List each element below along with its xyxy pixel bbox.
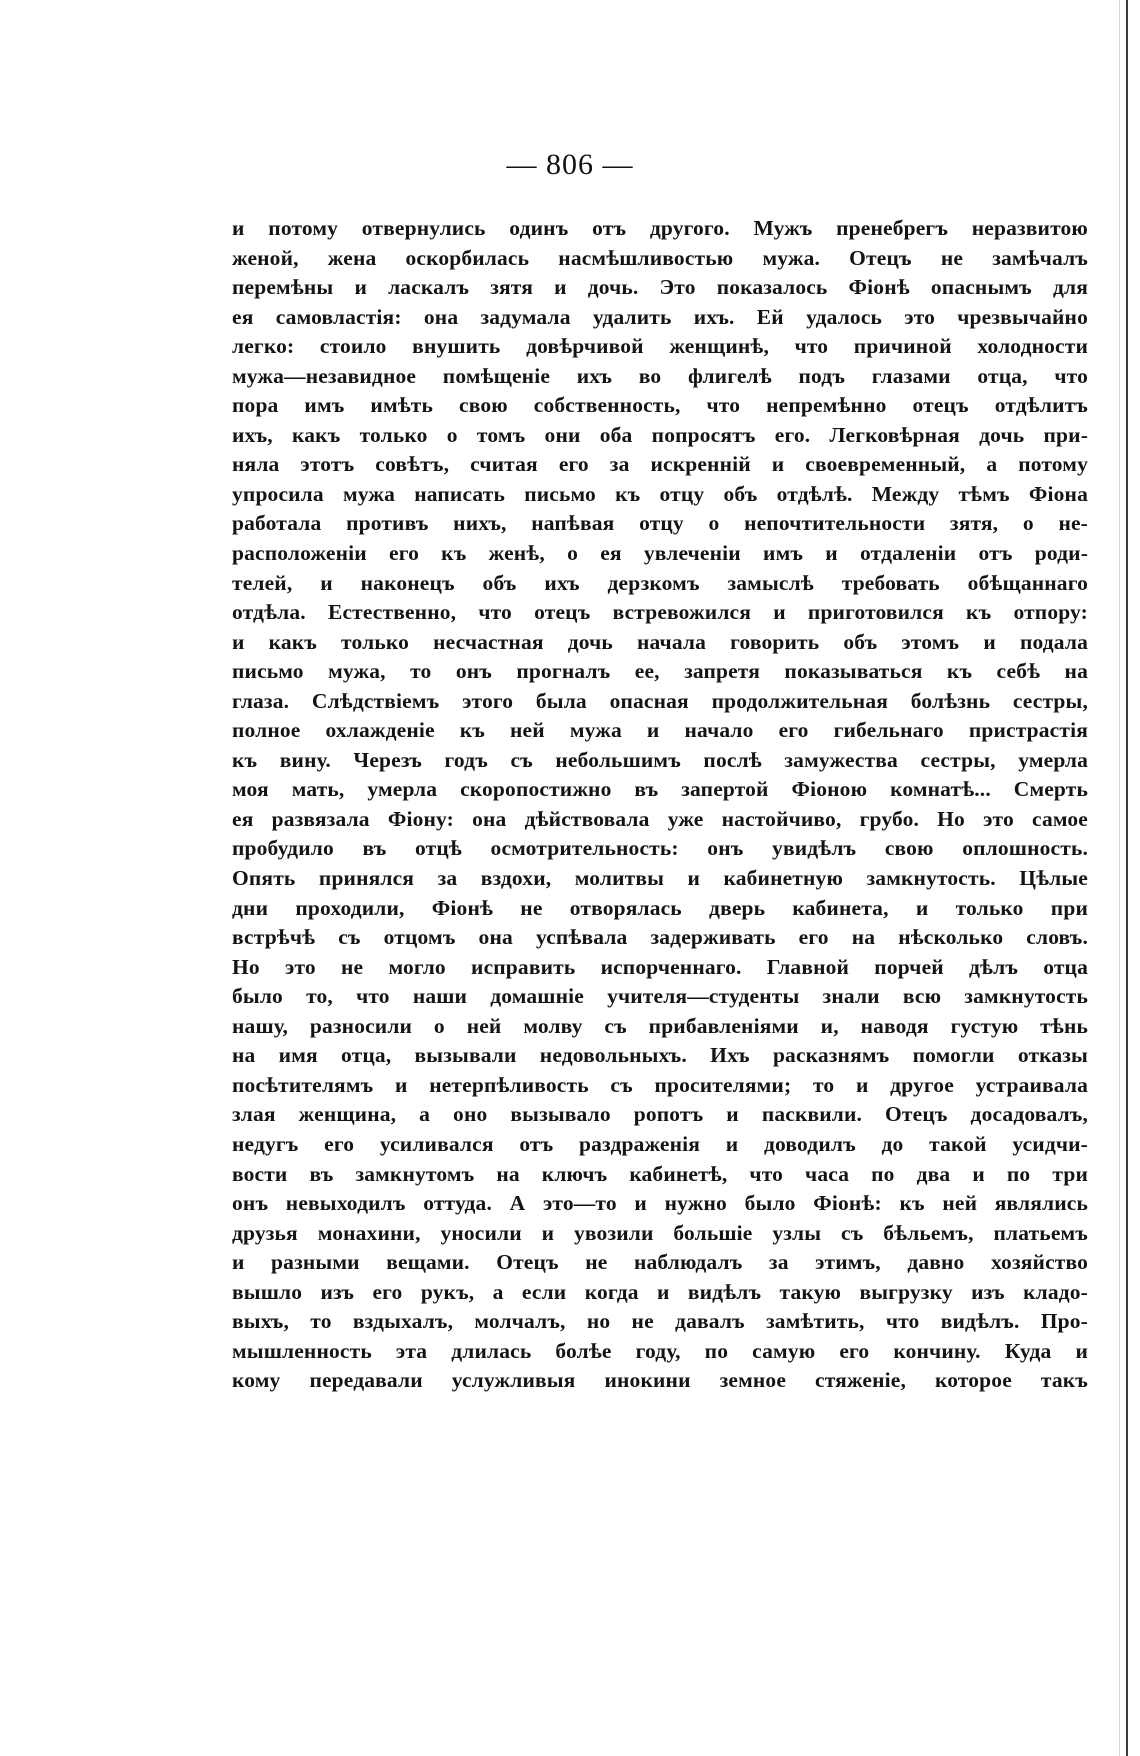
- text-line: вышло изъ его рукъ, а если когда и видѣлъ такую выгрузку изъ кладо-: [232, 1279, 1088, 1304]
- text-line: отдѣла. Естественно, что отецъ встревожился и приготовился къ отпору:: [232, 600, 1088, 625]
- scan-page-edge: [1126, 0, 1128, 1756]
- page-number: — 806 —: [506, 148, 634, 181]
- text-line: и какъ только несчастная дочь начала говорить объ этомъ и подала: [232, 629, 1088, 654]
- text-line: было то, что наши домашніе учителя—студенты знали всю замкнутость: [232, 984, 1088, 1009]
- text-line: перемѣны и ласкалъ зятя и дочь. Это показалось Фіонѣ опаснымъ для: [232, 275, 1088, 300]
- text-line: къ вину. Черезъ годъ съ небольшимъ послѣ замужества сестры, умерла: [232, 747, 1088, 772]
- text-line: пора имъ имѣть свою собственность, что непремѣнно отецъ отдѣлитъ: [232, 393, 1088, 418]
- body-text: [232, 214, 1088, 1396]
- text-line: Опять принялся за вздохи, молитвы и кабинетную замкнутость. Цѣлые: [232, 866, 1088, 891]
- text-line: нашу, разносили о ней молву съ прибавленіями и, наводя густую тѣнь: [232, 1013, 1088, 1038]
- text-line: злая женщина, а оно вызывало ропотъ и пасквили. Отецъ досадовалъ,: [232, 1102, 1088, 1127]
- text-line: мышленность эта длилась болѣе году, по самую его кончину. Куда и: [232, 1338, 1088, 1363]
- text-line: упросила мужа написать письмо къ отцу объ отдѣлѣ. Между тѣмъ Фіона: [232, 481, 1088, 506]
- text-line: онъ невыходилъ оттуда. А это—то и нужно было Фіонѣ: къ ней являлись: [232, 1191, 1088, 1216]
- text-line: ихъ, какъ только о томъ они оба попросятъ его. Легковѣрная дочь при-: [232, 422, 1088, 447]
- text-line: женой, жена оскорбилась насмѣшливостью мужа. Отецъ не замѣчалъ: [232, 245, 1088, 270]
- text-line: глаза. Слѣдствіемъ этого была опасная продолжительная болѣзнь сестры,: [232, 688, 1088, 713]
- text-line: работала противъ нихъ, напѣвая отцу о непочтительности зятя, о не-: [232, 511, 1088, 536]
- text-line: и разными вещами. Отецъ не наблюдалъ за этимъ, давно хозяйство: [232, 1250, 1088, 1275]
- text-line: моя мать, умерла скоропостижно въ запертой Фіоною комнатѣ... Смерть: [232, 777, 1088, 802]
- text-line: пробудило въ отцѣ осмотрительность: онъ увидѣлъ свою оплошность.: [232, 836, 1088, 861]
- text-line: кому передавали услужливыя инокини земное стяженіе, которое такъ: [232, 1368, 1088, 1393]
- text-line: ея самовластія: она задумала удалить ихъ. Ей удалось это чрезвычайно: [232, 304, 1088, 329]
- text-line: посѣтителямъ и нетерпѣливость съ просителями; то и другое устраивала: [232, 1072, 1088, 1097]
- text-line: мужа—незавидное помѣщеніе ихъ во флигелѣ подъ глазами отца, что: [232, 363, 1088, 388]
- scan-edge-shadow: [1119, 0, 1120, 1756]
- text-line: недугъ его усиливался отъ раздраженія и доводилъ до такой усидчи-: [232, 1131, 1088, 1156]
- text-line: на имя отца, вызывали недовольныхъ. Ихъ расказнямъ помогли отказы: [232, 1043, 1088, 1068]
- text-line: вости въ замкнутомъ на ключъ кабинетѣ, что часа по два и по три: [232, 1161, 1088, 1186]
- text-line: няла этотъ совѣтъ, считая его за искренній и своевременный, а потому: [232, 452, 1088, 477]
- text-line: полное охлажденіе къ ней мужа и начало его гибельнаго пристрастія: [232, 718, 1088, 743]
- text-line: легко: стоило внушить довѣрчивой женщинѣ, что причиной холодности: [232, 334, 1088, 359]
- text-line: расположеніи его къ женѣ, о ея увлеченіи имъ и отдаленіи отъ роди-: [232, 541, 1088, 566]
- text-line: дни проходили, Фіонѣ не отворялась дверь кабинета, и только при: [232, 895, 1088, 920]
- text-line: выхъ, то вздыхалъ, молчалъ, но не давалъ замѣтить, что видѣлъ. Про-: [232, 1309, 1088, 1334]
- text-line: письмо мужа, то онъ прогналъ ее, запретя показываться къ себѣ на: [232, 659, 1088, 684]
- text-line: телей, и наконецъ объ ихъ дерзкомъ замыслѣ требовать обѣщаннаго: [232, 570, 1088, 595]
- text-line: Но это не могло исправить испорченнаго. Главной порчей дѣлъ отца: [232, 954, 1088, 979]
- text-line: встрѣчѣ съ отцомъ она успѣвала задерживать его на нѣсколько словъ.: [232, 925, 1088, 950]
- text-line: и потому отвернулись одинъ отъ другого. Мужъ пренебрегъ неразвитою: [232, 216, 1088, 240]
- text-line: ея развязала Фіону: она дѣйствовала уже настойчиво, грубо. Но это самое: [232, 806, 1088, 831]
- text-line: друзья монахини, уносили и увозили большіе узлы съ бѣльемъ, платьемъ: [232, 1220, 1088, 1245]
